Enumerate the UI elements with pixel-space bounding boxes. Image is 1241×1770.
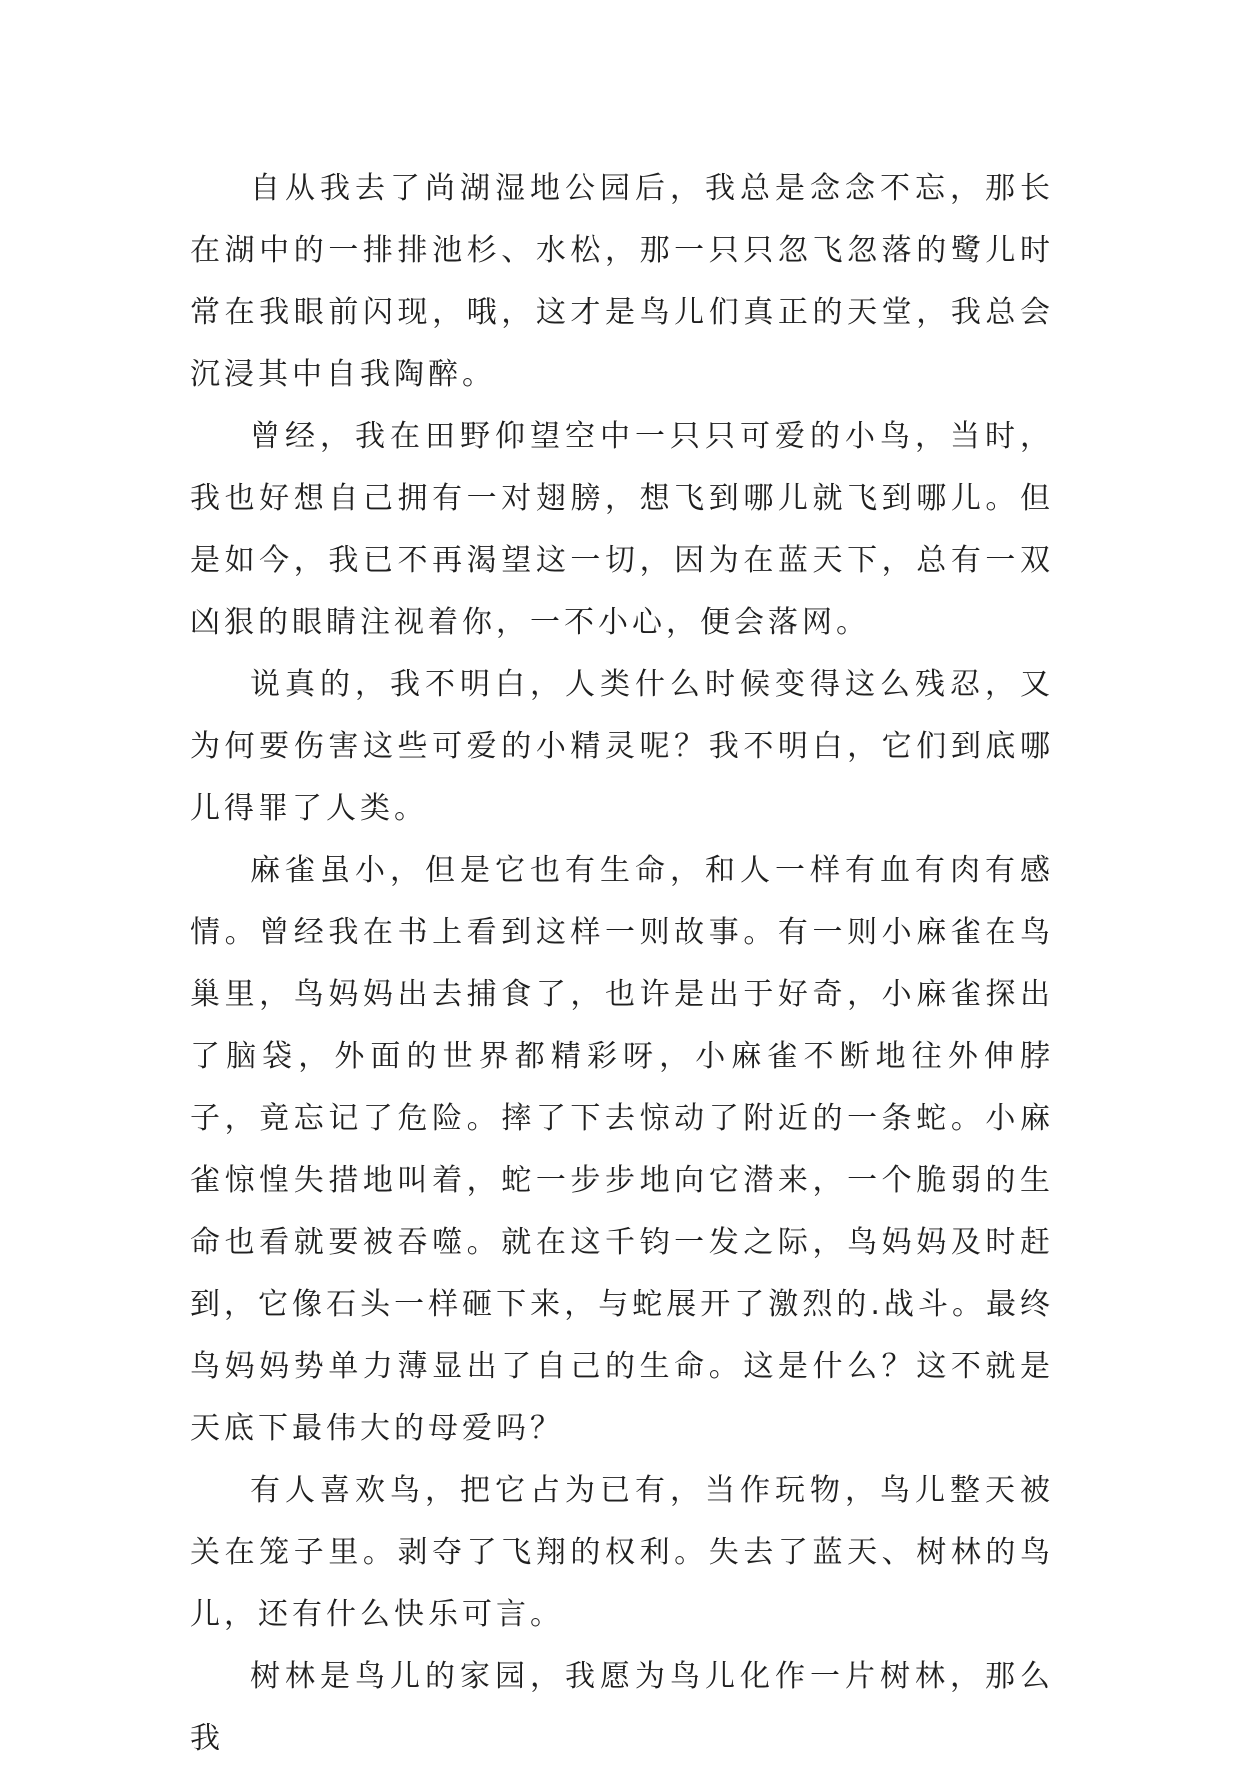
- document-body: [190, 158, 1054, 1770]
- paragraph: 自从我去了尚湖湿地公园后，我总是念念不忘，那长在湖中的一排排池杉、水松，那一只只忽飞忽落的鹭儿时常在我眼前闪现，哦，这才是鸟儿们真正的天堂，我总会沉浸其中自我陶醉。: [190, 171, 1054, 392]
- paragraph: 有人喜欢鸟，把它占为已有，当作玩物，鸟儿整天被关在笼子里。剥夺了飞翔的权利。失去了蓝天、树林的鸟儿，还有什么快乐可言。: [190, 1473, 1054, 1632]
- paragraph: 树林是鸟儿的家园，我愿为鸟儿化作一片树林，那么我: [190, 1659, 1054, 1756]
- paragraph: 说真的，我不明白，人类什么时候变得这么残忍，又为何要伤害这些可爱的小精灵呢？我不明白，它们到底哪儿得罪了人类。: [190, 667, 1054, 826]
- paragraph: 曾经，我在田野仰望空中一只只可爱的小鸟，当时，我也好想自己拥有一对翅膀，想飞到哪儿就飞到哪儿。但是如今，我已不再渴望这一切，因为在蓝天下，总有一双凶狠的眼睛注视着你，一不小心，便会落网。: [190, 419, 1054, 640]
- paragraph: 麻雀虽小，但是它也有生命，和人一样有血有肉有感情。曾经我在书上看到这样一则故事。有一则小麻雀在鸟巢里，鸟妈妈出去捕食了，也许是出于好奇，小麻雀探出了脑袋，外面的世界都精彩呀，小麻雀不断地往外伸脖子，竟忘记了危险。摔了下去惊动了附近的一条蛇。小麻雀惊惶失措地叫着，蛇一步步地向它潜来，一个脆弱的生命也看就要被吞噬。就在这千钧一发之际，鸟妈妈及时赶到，它像石头一样砸下来，与蛇展开了激烈的.战斗。最终鸟妈妈势单力薄显出了自己的生命。这是什么？这不就是天底下最伟大的母爱吗？: [190, 853, 1054, 1446]
